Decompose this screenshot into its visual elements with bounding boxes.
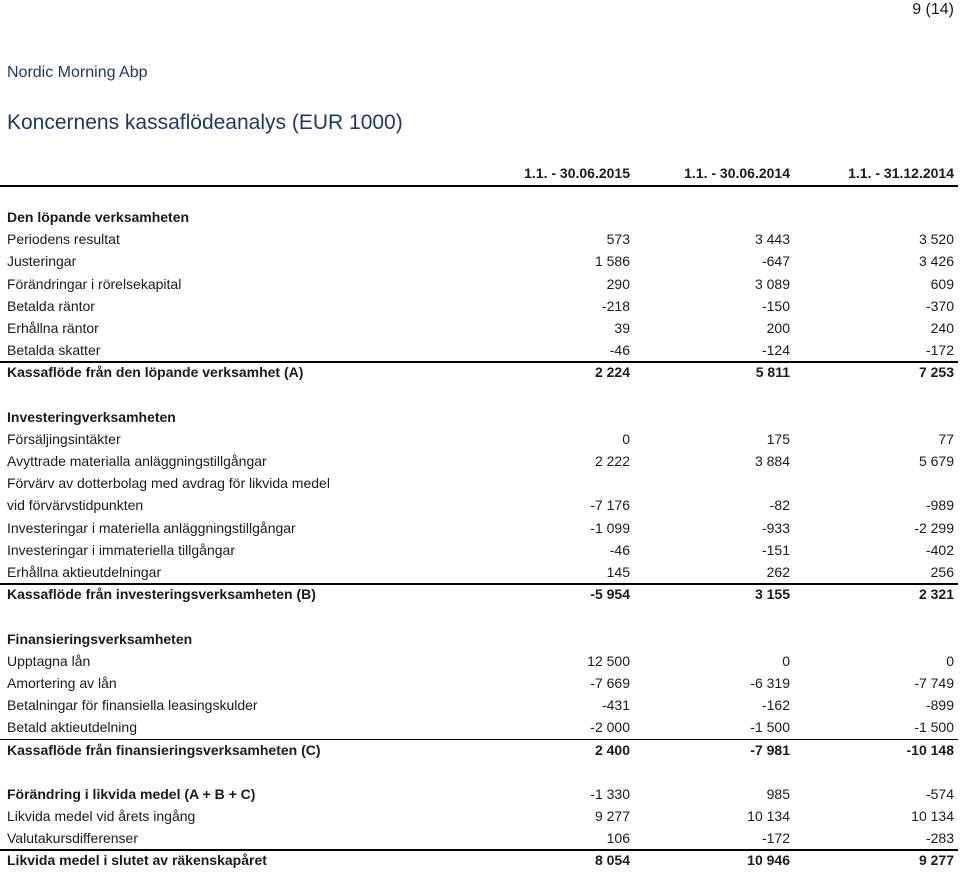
value-cell: 240: [930, 319, 954, 336]
value-cell: 0: [782, 652, 790, 669]
value-cell: -46: [609, 541, 630, 558]
row-label: Avyttrade materialla anläggningstillgångar: [7, 453, 267, 470]
value-cell: -933: [761, 519, 790, 536]
table-row: [0, 450, 960, 472]
value-cell: 1 586: [594, 253, 630, 270]
table-row: [0, 561, 960, 583]
value-cell: 106: [606, 830, 630, 847]
section-heading-row: [0, 206, 960, 228]
table-row: [0, 517, 960, 539]
value-cell: 39: [614, 319, 630, 336]
value-cell: 145: [606, 564, 630, 580]
row-label: Erhållna aktieutdelningar: [7, 564, 162, 580]
section-heading-row: [0, 783, 960, 805]
value-cell: -431: [601, 697, 630, 714]
row-label: Förvärv av dotterbolag med avdrag för likvida medel: [7, 475, 330, 492]
value-cell: -574: [925, 785, 954, 802]
value-cell: 5 811: [755, 364, 790, 381]
spacer-row: [0, 384, 960, 406]
value-cell: 609: [930, 275, 954, 292]
total-row: [0, 583, 960, 605]
value-cell: -283: [925, 830, 954, 847]
value-cell: -370: [925, 297, 954, 314]
spacer-row: [0, 605, 960, 627]
cashflow-table: [0, 206, 960, 872]
row-label: Betalda räntor: [7, 297, 95, 314]
row-label: vid förvärvstidpunkten: [7, 497, 144, 514]
table-row: [0, 273, 960, 295]
value-cell: 200: [766, 319, 790, 336]
row-label: Finansieringsverksamheten: [7, 630, 193, 647]
value-cell: -647: [761, 253, 790, 270]
table-row: [0, 827, 960, 849]
value-cell: 10 134: [747, 808, 790, 825]
row-label: Valutakursdifferenser: [7, 830, 138, 847]
value-cell: -2 000: [590, 719, 630, 736]
table-row: [0, 650, 960, 672]
value-cell: -172: [761, 830, 790, 847]
value-cell: -82: [769, 497, 790, 514]
column-header-h1-2015: 1.1. - 30.06.2015: [524, 165, 630, 181]
row-label: Kassaflöde från finansieringsverksamheten (C): [7, 741, 321, 758]
value-cell: 2 400: [594, 741, 630, 758]
row-label: Erhållna räntor: [7, 319, 99, 336]
table-row: [0, 228, 960, 250]
column-headers: [0, 165, 960, 185]
table-row: [0, 428, 960, 450]
total-row: [0, 361, 960, 383]
row-label: Periodens resultat: [7, 231, 120, 248]
value-cell: -5 954: [590, 586, 630, 603]
value-cell: 9 277: [918, 852, 954, 869]
value-cell: 3 884: [754, 453, 790, 470]
value-cell: -2 299: [914, 519, 954, 536]
value-cell: -124: [761, 342, 790, 359]
value-cell: -1 500: [750, 719, 790, 736]
column-header-h1-2014: 1.1. - 30.06.2014: [684, 165, 790, 181]
value-cell: 10 946: [747, 852, 790, 869]
total-row: [0, 849, 960, 871]
table-row: [0, 295, 960, 317]
row-label: Likvida medel i slutet av räkenskapåret: [7, 852, 267, 869]
value-cell: 256: [930, 564, 954, 580]
row-label: Investeringar i materiella anläggningstillgångar: [7, 519, 296, 536]
header-divider: [0, 185, 958, 187]
value-cell: 9 277: [594, 808, 630, 825]
table-row: [0, 250, 960, 272]
value-cell: 3 520: [918, 231, 954, 248]
value-cell: 10 134: [911, 808, 954, 825]
table-row: [0, 539, 960, 561]
value-cell: -7 669: [590, 674, 630, 691]
value-cell: -7 981: [750, 741, 790, 758]
value-cell: 8 054: [594, 852, 630, 869]
value-cell: -46: [609, 342, 630, 359]
value-cell: 2 321: [918, 586, 954, 603]
value-cell: 262: [766, 564, 790, 580]
value-cell: 12 500: [587, 652, 630, 669]
value-cell: 5 679: [918, 453, 954, 470]
value-cell: 3 089: [754, 275, 790, 292]
value-cell: 573: [606, 231, 630, 248]
table-row: [0, 317, 960, 339]
value-cell: -150: [761, 297, 790, 314]
row-label: Investeringar i immateriella tillgångar: [7, 541, 235, 558]
table-row: [0, 716, 960, 738]
value-cell: 2 222: [594, 453, 630, 470]
company-name: Nordic Morning Abp: [7, 64, 148, 81]
row-label: Amortering av lån: [7, 674, 117, 691]
table-row: [0, 472, 960, 494]
page-title: Koncernens kassaflödeanalys (EUR 1000): [7, 111, 403, 134]
value-cell: -162: [761, 697, 790, 714]
row-label: Justeringar: [7, 253, 77, 270]
row-label: Förändringar i rörelsekapital: [7, 275, 182, 292]
row-label: Förändring i likvida medel (A + B + C): [7, 785, 256, 802]
value-cell: -218: [601, 297, 630, 314]
section-heading-row: [0, 628, 960, 650]
row-label: Kassaflöde från investeringsverksamheten (B): [7, 586, 316, 603]
row-label: Investeringverksamheten: [7, 408, 176, 425]
row-label: Betald aktieutdelning: [7, 719, 137, 736]
table-row: [0, 805, 960, 827]
value-cell: -402: [925, 541, 954, 558]
value-cell: 985: [766, 785, 790, 802]
value-cell: 3 155: [754, 586, 790, 603]
value-cell: -6 319: [750, 674, 790, 691]
value-cell: -10 148: [906, 741, 954, 758]
column-header-fy-2014: 1.1. - 31.12.2014: [848, 165, 954, 181]
value-cell: -1 330: [590, 785, 630, 802]
value-cell: 290: [606, 275, 630, 292]
value-cell: -7 176: [590, 497, 630, 514]
value-cell: -1 500: [914, 719, 954, 736]
value-cell: -989: [925, 497, 954, 514]
table-row: [0, 672, 960, 694]
value-cell: 77: [938, 430, 954, 447]
row-label: Den löpande verksamheten: [7, 209, 190, 225]
table-row: [0, 494, 960, 516]
value-cell: 3 443: [754, 231, 790, 248]
page-number: 9 (14): [912, 1, 954, 18]
value-cell: 175: [766, 430, 790, 447]
row-label: Kassaflöde från den löpande verksamhet (A): [7, 364, 304, 381]
value-cell: -7 749: [914, 674, 954, 691]
row-label: Upptagna lån: [7, 652, 91, 669]
value-cell: -899: [925, 697, 954, 714]
value-cell: 3 426: [918, 253, 954, 270]
value-cell: 7 253: [918, 364, 954, 381]
table-row: [0, 694, 960, 716]
value-cell: -172: [925, 342, 954, 359]
value-cell: 0: [622, 430, 630, 447]
table-row: [0, 339, 960, 361]
row-label: Betalda skatter: [7, 342, 101, 359]
row-label: Försäljingsintäkter: [7, 430, 121, 447]
value-cell: 2 224: [594, 364, 630, 381]
value-cell: 0: [946, 652, 954, 669]
total-row: [0, 739, 960, 761]
value-cell: -151: [761, 541, 790, 558]
value-cell: -1 099: [590, 519, 630, 536]
spacer-row: [0, 761, 960, 783]
section-heading-row: [0, 406, 960, 428]
row-label: Betalningar för finansiella leasingskulder: [7, 697, 258, 714]
row-label: Likvida medel vid årets ingång: [7, 808, 196, 825]
